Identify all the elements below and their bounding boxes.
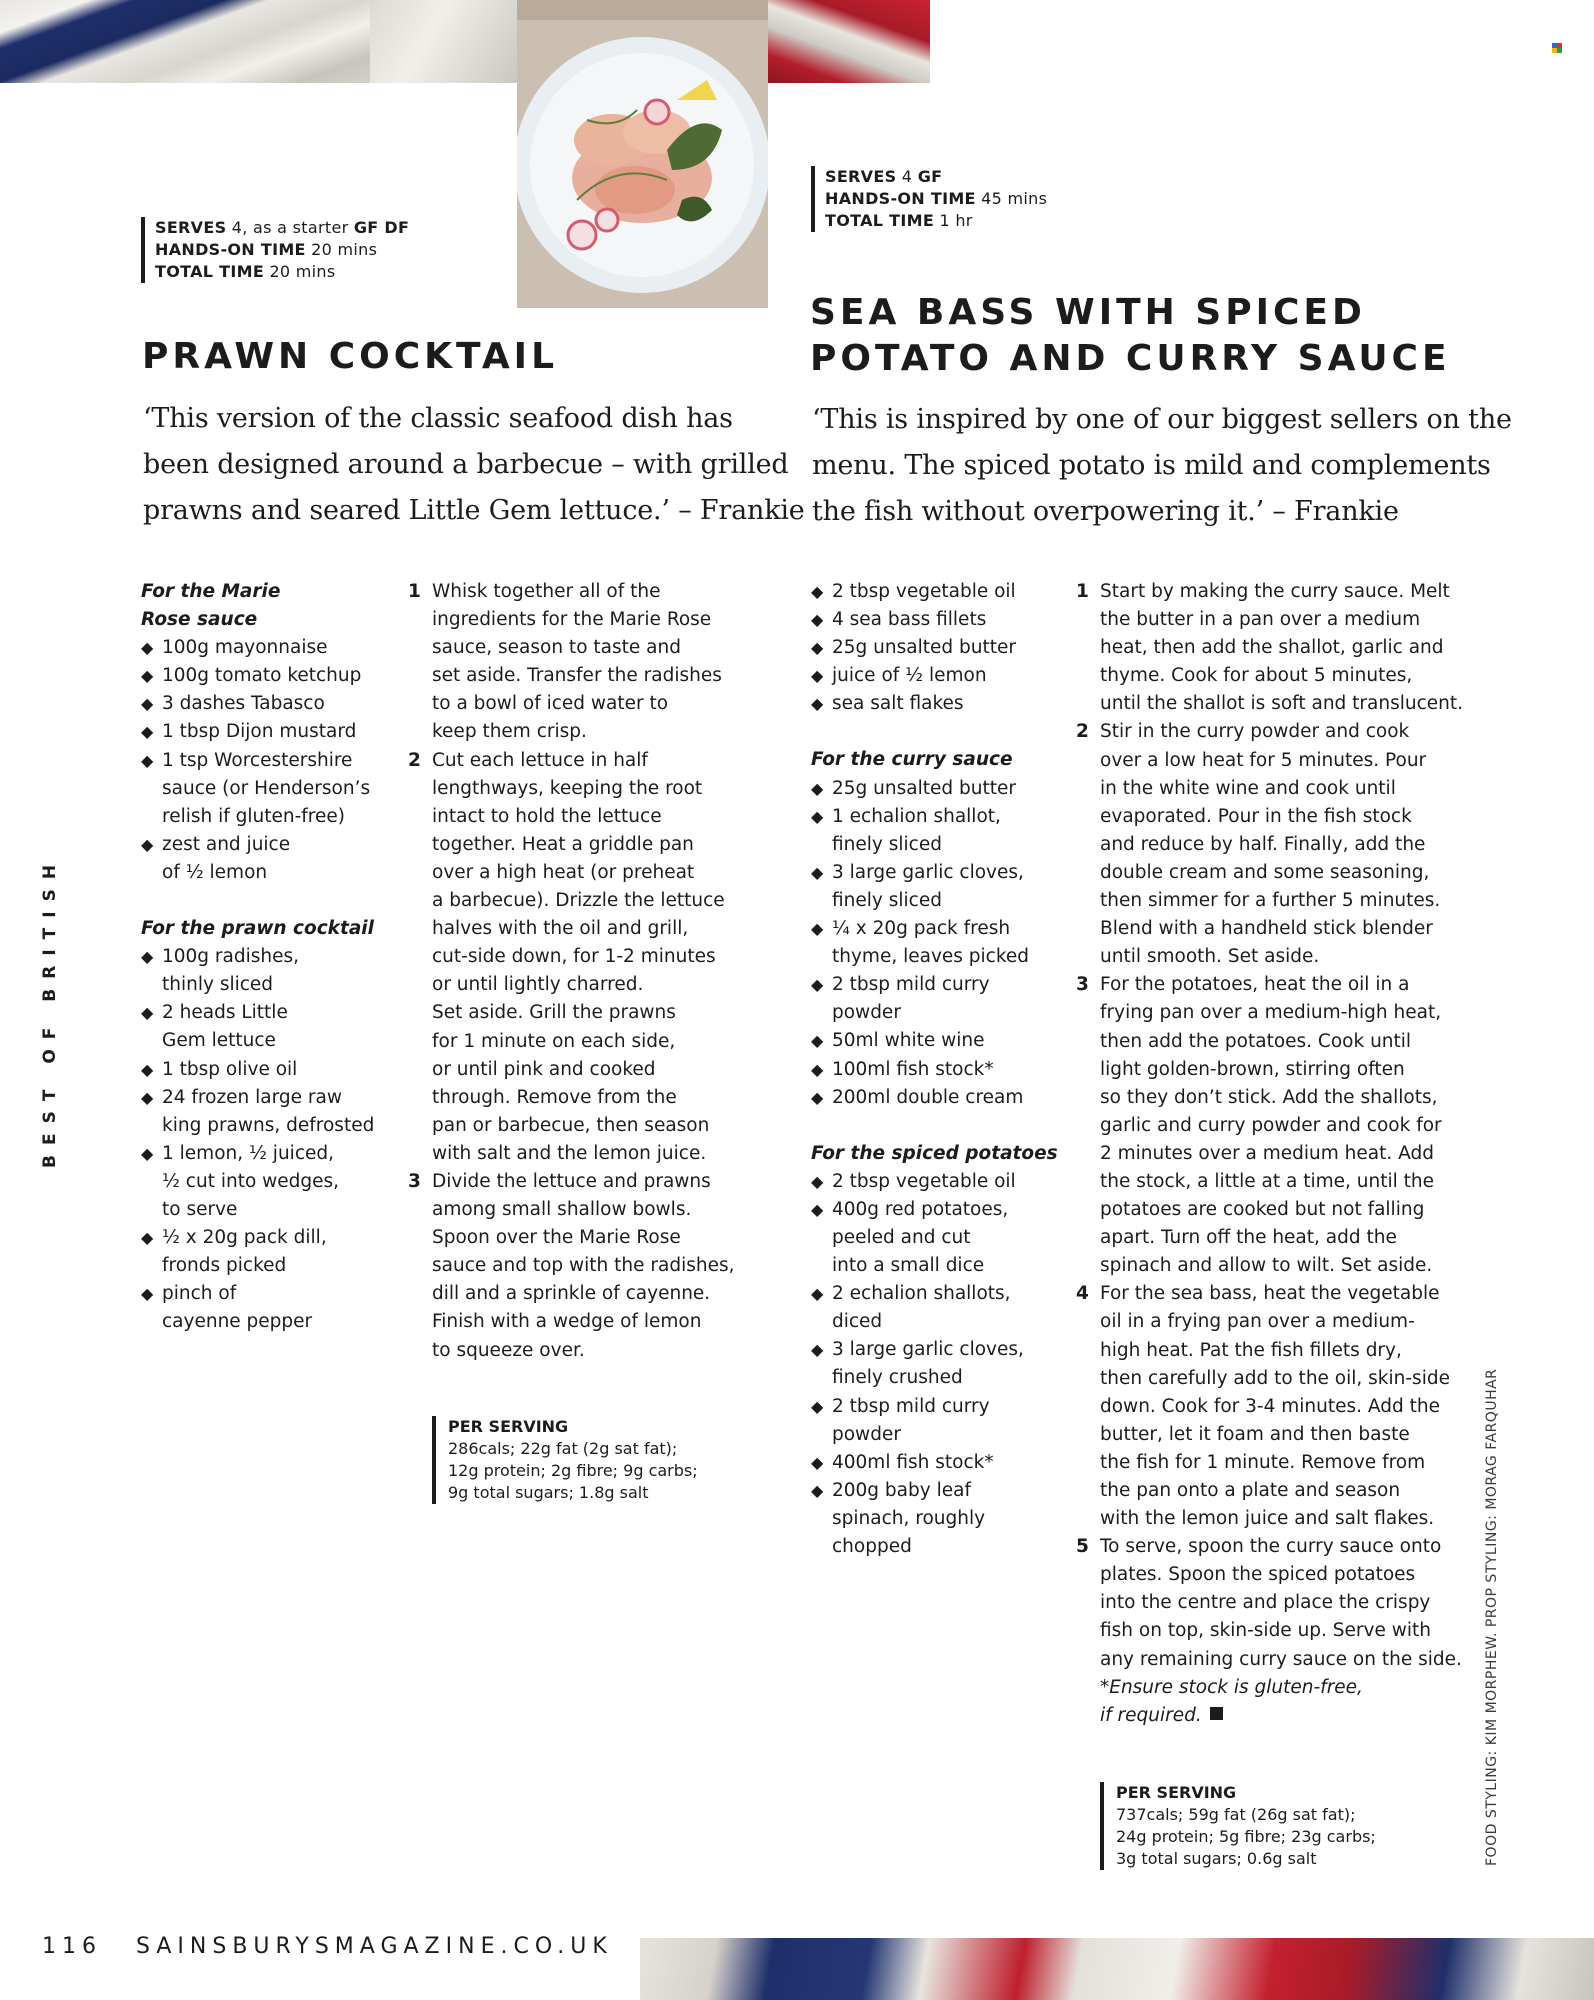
prawn-method-steps xyxy=(408,578,768,1365)
step-line: among small shallow bowls. xyxy=(432,1199,692,1221)
ingredient-item xyxy=(811,1196,1071,1280)
ingredient-item xyxy=(141,690,401,718)
method-step xyxy=(408,1168,768,1365)
step-number: 1 xyxy=(1076,581,1089,602)
ingredient-line: 2 heads Little xyxy=(162,1002,288,1024)
end-square-icon xyxy=(1210,1707,1223,1720)
page-footer xyxy=(42,1934,613,1959)
ingredient-line: fronds picked xyxy=(162,1255,287,1277)
ingredient-line: 2 tbsp vegetable oil xyxy=(832,581,1016,602)
spiced-potatoes-ingredient-list xyxy=(811,1168,1071,1561)
ingredient-line: 2 tbsp vegetable oil xyxy=(832,1170,1016,1192)
diamond-bullet-icon: ◆ xyxy=(141,638,154,658)
ingredient-line: thinly sliced xyxy=(162,974,274,996)
diamond-bullet-icon: ◆ xyxy=(811,666,824,686)
prawn-cocktail-ingredient-list xyxy=(141,943,401,1336)
diamond-bullet-icon: ◆ xyxy=(811,1340,824,1360)
step-line: a barbecue). Drizzle the lettuce xyxy=(432,890,725,912)
prawn-recipe-title: PRAWN COCKTAIL xyxy=(142,336,559,377)
step-line: together. Heat a griddle pan xyxy=(432,833,694,855)
ingredient-item xyxy=(141,634,401,662)
method-step xyxy=(1076,971,1476,1280)
ingredient-line: 3 dashes Tabasco xyxy=(162,693,325,715)
step-line: fish on top, skin-side up. Serve with xyxy=(1100,1620,1431,1642)
step-number: 4 xyxy=(1076,1283,1089,1305)
step-line: Set aside. Grill the prawns xyxy=(432,1002,676,1024)
seabass-nutrition xyxy=(1100,1782,1376,1870)
step-line: Start by making the curry sauce. Melt xyxy=(1100,581,1450,602)
diamond-bullet-icon: ◆ xyxy=(811,694,824,714)
ingredient-line: chopped xyxy=(832,1536,912,1557)
step-line: lengthways, keeping the root xyxy=(432,777,703,799)
step-line: until smooth. Set aside. xyxy=(1100,946,1320,968)
flag-fabric-bottom xyxy=(640,1938,1594,2000)
ingredient-line: 50ml white wine xyxy=(832,1030,985,1052)
step-line: spinach and allow to wilt. Set aside. xyxy=(1100,1255,1433,1277)
ingredient-item xyxy=(811,803,1071,859)
diamond-bullet-icon: ◆ xyxy=(811,1284,824,1304)
step-line: garlic and curry powder and cook for xyxy=(1100,1114,1442,1136)
site-url: SAINSBURYSMAGAZINE.CO.UK xyxy=(136,1934,613,1959)
step-line: then carefully add to the oil, skin-side xyxy=(1100,1367,1450,1389)
ingredient-line: 100g mayonnaise xyxy=(162,637,328,659)
ingredient-line: ½ x 20g pack dill, xyxy=(162,1227,327,1249)
section-side-label: BEST OF BRITISH xyxy=(40,854,60,1168)
hands-on-value: 45 mins xyxy=(975,189,1048,208)
ingredient-item xyxy=(811,1084,1071,1112)
ingredient-item xyxy=(811,1477,1071,1561)
step-line: Spoon over the Marie Rose xyxy=(432,1227,681,1249)
diamond-bullet-icon: ◆ xyxy=(141,694,154,714)
step-line: evaporated. Pour in the fish stock xyxy=(1100,805,1412,827)
prawn-recipe-intro xyxy=(143,396,805,534)
ingredient-line: ¼ x 20g pack fresh xyxy=(832,918,1011,940)
step-line: over a high heat (or preheat xyxy=(432,861,695,883)
ingredient-line: peeled and cut xyxy=(832,1226,971,1248)
step-line: the stock, a little at a time, until the xyxy=(1100,1170,1434,1192)
ingredient-line: ½ cut into wedges, xyxy=(162,1170,340,1192)
serves-label: SERVES xyxy=(155,218,227,237)
ingredient-line: thyme, leaves picked xyxy=(832,946,1030,968)
diamond-bullet-icon: ◆ xyxy=(811,919,824,939)
step-line: over a low heat for 5 minutes. Pour xyxy=(1100,749,1427,771)
diamond-bullet-icon: ◆ xyxy=(811,806,824,826)
nutrition-line: 286cals; 22g fat (2g sat fat); xyxy=(448,1439,678,1458)
ingredient-line: 1 tsp Worcestershire xyxy=(162,749,353,771)
step-line: sauce, season to taste and xyxy=(432,637,681,659)
intro-line: ‘This is inspired by one of our biggest sellers on the xyxy=(812,404,1512,435)
step-line: 2 minutes over a medium heat. Add xyxy=(1100,1142,1434,1164)
ingredient-item xyxy=(811,634,1071,662)
prawn-recipe-meta xyxy=(141,217,409,283)
step-number: 2 xyxy=(1076,721,1089,743)
step-line: Whisk together all of the xyxy=(432,581,661,602)
ingredient-line: finely sliced xyxy=(832,889,942,911)
diamond-bullet-icon: ◆ xyxy=(141,666,154,686)
ingredient-line: 2 tbsp mild curry xyxy=(832,1395,990,1417)
step-line: oil in a frying pan over a medium- xyxy=(1100,1311,1415,1333)
ingredient-line: 4 sea bass fillets xyxy=(832,609,987,631)
step-number: 1 xyxy=(408,581,421,602)
step-line: ingredients for the Marie Rose xyxy=(432,609,712,631)
step-line: potatoes are cooked but not falling xyxy=(1100,1199,1425,1221)
step-line: to a bowl of iced water to xyxy=(432,693,669,715)
ingredient-line: 400ml fish stock* xyxy=(832,1451,994,1473)
step-line: For the sea bass, heat the vegetable xyxy=(1100,1283,1440,1305)
total-time-value: 1 hr xyxy=(934,211,973,230)
ingredient-line: 25g unsalted butter xyxy=(832,777,1016,799)
step-line: halves with the oil and grill, xyxy=(432,918,689,940)
nutrition-line: 3g total sugars; 0.6g salt xyxy=(1116,1849,1317,1868)
diamond-bullet-icon: ◆ xyxy=(811,975,824,995)
diamond-bullet-icon: ◆ xyxy=(811,638,824,658)
ingredient-item xyxy=(811,1027,1071,1055)
ingredient-line: sea salt flakes xyxy=(832,693,964,715)
step-line: dill and a sprinkle of cayenne. xyxy=(432,1283,711,1305)
step-line: double cream and some seasoning, xyxy=(1100,861,1430,883)
seabass-recipe-intro xyxy=(812,397,1512,535)
diamond-bullet-icon: ◆ xyxy=(811,1199,824,1219)
step-line: so they don’t stick. Add the shallots, xyxy=(1100,1086,1438,1108)
step-line: down. Cook for 3-4 minutes. Add the xyxy=(1100,1395,1440,1417)
serves-value: 4, as a starter xyxy=(226,218,354,237)
ingredient-line: powder xyxy=(832,1002,901,1024)
diamond-bullet-icon: ◆ xyxy=(811,1087,824,1107)
ingredient-item xyxy=(141,662,401,690)
prawn-method xyxy=(408,578,768,1365)
ingredient-item xyxy=(811,690,1071,718)
ingredient-item xyxy=(141,1140,401,1224)
diamond-bullet-icon: ◆ xyxy=(141,750,154,770)
ingredient-line: cayenne pepper xyxy=(162,1311,313,1333)
ingredient-line: 200g baby leaf xyxy=(832,1479,971,1501)
nutrition-heading: PER SERVING xyxy=(448,1417,569,1436)
diamond-bullet-icon: ◆ xyxy=(141,1228,154,1248)
diamond-bullet-icon: ◆ xyxy=(141,1284,154,1304)
method-step xyxy=(408,578,768,747)
flag-fabric-top-right xyxy=(768,0,930,83)
step-line: into the centre and place the crispy xyxy=(1100,1592,1431,1614)
section-heading: For the spiced potatoes xyxy=(811,1142,1058,1164)
marie-rose-ingredient-list xyxy=(141,634,401,887)
step-line: Stir in the curry powder and cook xyxy=(1100,721,1410,743)
brand-mark-icon xyxy=(1552,38,1562,48)
ingredient-line: 400g red potatoes, xyxy=(832,1198,1009,1220)
step-line: intact to hold the lettuce xyxy=(432,805,662,827)
hands-on-label: HANDS-ON TIME xyxy=(825,189,976,208)
ingredient-item xyxy=(811,1168,1071,1196)
diamond-bullet-icon: ◆ xyxy=(811,610,824,630)
step-line: then add the potatoes. Cook until xyxy=(1100,1030,1412,1052)
ingredient-item xyxy=(141,747,401,831)
step-line: through. Remove from the xyxy=(432,1086,677,1108)
ingredient-item xyxy=(141,1224,401,1280)
step-line: for 1 minute on each side, xyxy=(432,1030,676,1052)
ingredient-line: diced xyxy=(832,1311,883,1333)
ingredient-line: 100ml fish stock* xyxy=(832,1058,994,1080)
ingredient-item xyxy=(811,915,1071,971)
diamond-bullet-icon: ◆ xyxy=(811,862,824,882)
step-line: the pan onto a plate and season xyxy=(1100,1480,1401,1501)
ingredient-line: sauce (or Henderson’s xyxy=(162,777,371,799)
step-line: any remaining curry sauce on the side. xyxy=(1100,1648,1462,1670)
page-number: 116 xyxy=(42,1934,102,1959)
serves-value: 4 xyxy=(896,167,918,186)
ingredient-item xyxy=(811,775,1071,803)
step-line: with the lemon juice and salt flakes. xyxy=(1100,1508,1435,1530)
step-line: keep them crisp. xyxy=(432,721,587,743)
ingredient-item xyxy=(811,606,1071,634)
ingredient-line: relish if gluten-free) xyxy=(162,805,345,827)
serves-label: SERVES xyxy=(825,167,897,186)
diamond-bullet-icon: ◆ xyxy=(811,778,824,798)
step-line: with salt and the lemon juice. xyxy=(432,1142,707,1164)
prawn-ingredients xyxy=(141,578,401,1336)
ingredient-line: finely sliced xyxy=(832,833,942,855)
step-line: Divide the lettuce and prawns xyxy=(432,1170,711,1192)
diamond-bullet-icon: ◆ xyxy=(811,1480,824,1500)
hands-on-value: 20 mins xyxy=(305,240,378,259)
diet-badges: GF xyxy=(917,167,943,186)
diamond-bullet-icon: ◆ xyxy=(141,1087,154,1107)
diamond-bullet-icon: ◆ xyxy=(811,1059,824,1079)
ingredient-item xyxy=(811,1336,1071,1392)
ingredient-line: spinach, roughly xyxy=(832,1507,986,1529)
diamond-bullet-icon: ◆ xyxy=(811,1031,824,1051)
step-line: butter, let it foam and then baste xyxy=(1100,1423,1410,1445)
step-line: To serve, spoon the curry sauce onto xyxy=(1100,1536,1442,1558)
seabass-recipe-meta xyxy=(811,166,1047,232)
diamond-bullet-icon: ◆ xyxy=(811,1171,824,1191)
step-line: frying pan over a medium-high heat, xyxy=(1100,1002,1442,1024)
seabass-main-ingredient-list xyxy=(811,578,1071,718)
ingredient-item xyxy=(141,831,401,887)
diamond-bullet-icon: ◆ xyxy=(141,947,154,967)
ingredient-line: 100g tomato ketchup xyxy=(162,665,362,687)
ingredient-line: into a small dice xyxy=(832,1255,985,1277)
intro-line: been designed around a barbecue – with grilled xyxy=(143,449,789,480)
ingredient-line: finely crushed xyxy=(832,1367,963,1389)
diamond-bullet-icon: ◆ xyxy=(811,1452,824,1472)
ingredient-line: 3 large garlic cloves, xyxy=(832,1339,1024,1361)
intro-line: menu. The spiced potato is mild and complements xyxy=(812,450,1491,481)
diamond-bullet-icon: ◆ xyxy=(141,1003,154,1023)
photo-credits: FOOD STYLING: KIM MORPHEW. PROP STYLING: MORAG FARQUHAR xyxy=(1484,1368,1500,1866)
ingredient-item xyxy=(811,859,1071,915)
method-step xyxy=(1076,718,1476,971)
seabass-method-steps xyxy=(1076,578,1476,1674)
step-line: high heat. Pat the fish fillets dry, xyxy=(1100,1339,1402,1361)
ingredient-line: 200ml double cream xyxy=(832,1086,1024,1108)
ingredient-item xyxy=(141,943,401,999)
step-line: Finish with a wedge of lemon xyxy=(432,1311,702,1333)
method-step xyxy=(1076,1280,1476,1533)
ingredient-line: of ½ lemon xyxy=(162,861,268,883)
method-step xyxy=(1076,1533,1476,1673)
step-number: 2 xyxy=(408,749,421,771)
step-line: or until lightly charred. xyxy=(432,974,644,996)
ingredient-item xyxy=(811,971,1071,1027)
step-line: Blend with a handheld stick blender xyxy=(1100,918,1433,940)
step-line: then simmer for a further 5 minutes. xyxy=(1100,890,1441,912)
diamond-bullet-icon: ◆ xyxy=(141,1059,154,1079)
ingredient-line: to serve xyxy=(162,1198,238,1220)
seabass-recipe-title xyxy=(810,290,1451,382)
ingredient-item xyxy=(811,1280,1071,1336)
ingredient-line: 1 echalion shallot, xyxy=(832,805,1001,827)
curry-sauce-ingredient-list xyxy=(811,775,1071,1112)
ingredient-line: king prawns, defrosted xyxy=(162,1114,375,1136)
section-heading: For the curry sauce xyxy=(811,749,1013,771)
step-number: 5 xyxy=(1076,1536,1089,1558)
ingredient-item xyxy=(141,999,401,1055)
footnote-line: if required. xyxy=(1100,1704,1202,1726)
total-time-label: TOTAL TIME xyxy=(825,211,935,230)
step-line: in the white wine and cook until xyxy=(1100,777,1396,799)
step-line: set aside. Transfer the radishes xyxy=(432,665,722,687)
hands-on-label: HANDS-ON TIME xyxy=(155,240,306,259)
ingredient-item xyxy=(811,662,1071,690)
title-line: POTATO AND CURRY SAUCE xyxy=(810,338,1451,379)
ingredient-item xyxy=(811,1393,1071,1449)
ingredient-line: 100g radishes, xyxy=(162,946,300,968)
ingredient-line: 2 echalion shallots, xyxy=(832,1283,1011,1305)
section-heading: Rose sauce xyxy=(141,609,258,631)
ingredient-item xyxy=(141,718,401,746)
step-number: 3 xyxy=(408,1170,421,1192)
ingredient-line: Gem lettuce xyxy=(162,1030,276,1052)
ingredient-item xyxy=(811,1449,1071,1477)
diamond-bullet-icon: ◆ xyxy=(811,582,824,601)
step-line: Cut each lettuce in half xyxy=(432,749,648,771)
ingredient-line: 1 tbsp olive oil xyxy=(162,1058,298,1080)
ingredient-item xyxy=(141,1084,401,1140)
step-line: cut-side down, for 1-2 minutes xyxy=(432,946,716,968)
section-heading: For the prawn cocktail xyxy=(141,918,374,940)
prawn-cocktail-photo xyxy=(517,0,768,308)
ingredient-line: 1 lemon, ½ juiced, xyxy=(162,1142,334,1164)
total-time-label: TOTAL TIME xyxy=(155,262,265,281)
ingredient-line: 25g unsalted butter xyxy=(832,637,1016,659)
step-line: or until pink and cooked xyxy=(432,1058,656,1080)
step-line: plates. Spoon the spiced potatoes xyxy=(1100,1564,1416,1586)
step-line: heat, then add the shallot, garlic and xyxy=(1100,637,1444,659)
total-time-value: 20 mins xyxy=(264,262,336,281)
title-line: SEA BASS WITH SPICED xyxy=(810,292,1366,333)
ingredient-line: 2 tbsp mild curry xyxy=(832,974,990,996)
intro-line: ‘This version of the classic seafood dish has xyxy=(143,403,733,434)
diamond-bullet-icon: ◆ xyxy=(811,1396,824,1416)
diamond-bullet-icon: ◆ xyxy=(141,1143,154,1163)
step-line: For the potatoes, heat the oil in a xyxy=(1100,974,1410,996)
intro-line: the fish without overpowering it.’ – Frankie xyxy=(812,496,1399,527)
nutrition-line: 24g protein; 5g fibre; 23g carbs; xyxy=(1116,1827,1376,1846)
step-line: sauce and top with the radishes, xyxy=(432,1255,735,1277)
step-number: 3 xyxy=(1076,974,1089,996)
footnote-line: *Ensure stock is gluten-free, xyxy=(1100,1676,1363,1698)
ingredient-line: zest and juice xyxy=(162,833,291,855)
step-line: pan or barbecue, then season xyxy=(432,1114,710,1136)
ingredient-line: 1 tbsp Dijon mustard xyxy=(162,721,357,743)
method-step xyxy=(1076,578,1476,718)
flag-fabric-top-left xyxy=(0,0,520,83)
ingredient-item xyxy=(141,1056,401,1084)
step-line: thyme. Cook for about 5 minutes, xyxy=(1100,665,1413,687)
method-step xyxy=(408,747,768,1168)
ingredient-item xyxy=(811,1056,1071,1084)
diamond-bullet-icon: ◆ xyxy=(141,834,154,854)
step-line: apart. Turn off the heat, add the xyxy=(1100,1227,1397,1249)
diet-badges: GF DF xyxy=(353,218,410,237)
section-heading: For the Marie xyxy=(141,581,281,602)
step-line: until the shallot is soft and translucent. xyxy=(1100,693,1463,715)
step-line: the butter in a pan over a medium xyxy=(1100,609,1421,631)
seabass-method xyxy=(1076,578,1476,1730)
ingredient-line: 3 large garlic cloves, xyxy=(832,861,1024,883)
footnote xyxy=(1076,1674,1476,1730)
nutrition-line: 12g protein; 2g fibre; 9g carbs; xyxy=(448,1461,698,1480)
ingredient-item xyxy=(141,1280,401,1336)
step-line: light golden-brown, stirring often xyxy=(1100,1058,1405,1080)
intro-line: prawns and seared Little Gem lettuce.’ – Frankie xyxy=(143,495,805,526)
nutrition-heading: PER SERVING xyxy=(1116,1783,1237,1802)
prawn-nutrition xyxy=(432,1416,698,1504)
diamond-bullet-icon: ◆ xyxy=(141,722,154,742)
ingredient-line: powder xyxy=(832,1423,901,1445)
ingredient-line: juice of ½ lemon xyxy=(832,665,987,687)
step-line: the fish for 1 minute. Remove from xyxy=(1100,1451,1426,1473)
ingredient-item xyxy=(811,578,1071,606)
ingredient-line: 24 frozen large raw xyxy=(162,1086,342,1108)
ingredient-line: pinch of xyxy=(162,1283,237,1305)
step-line: to squeeze over. xyxy=(432,1339,585,1361)
nutrition-line: 737cals; 59g fat (26g sat fat); xyxy=(1116,1805,1356,1824)
seabass-ingredients xyxy=(811,578,1071,1561)
step-line: and reduce by half. Finally, add the xyxy=(1100,833,1426,855)
nutrition-line: 9g total sugars; 1.8g salt xyxy=(448,1483,649,1502)
